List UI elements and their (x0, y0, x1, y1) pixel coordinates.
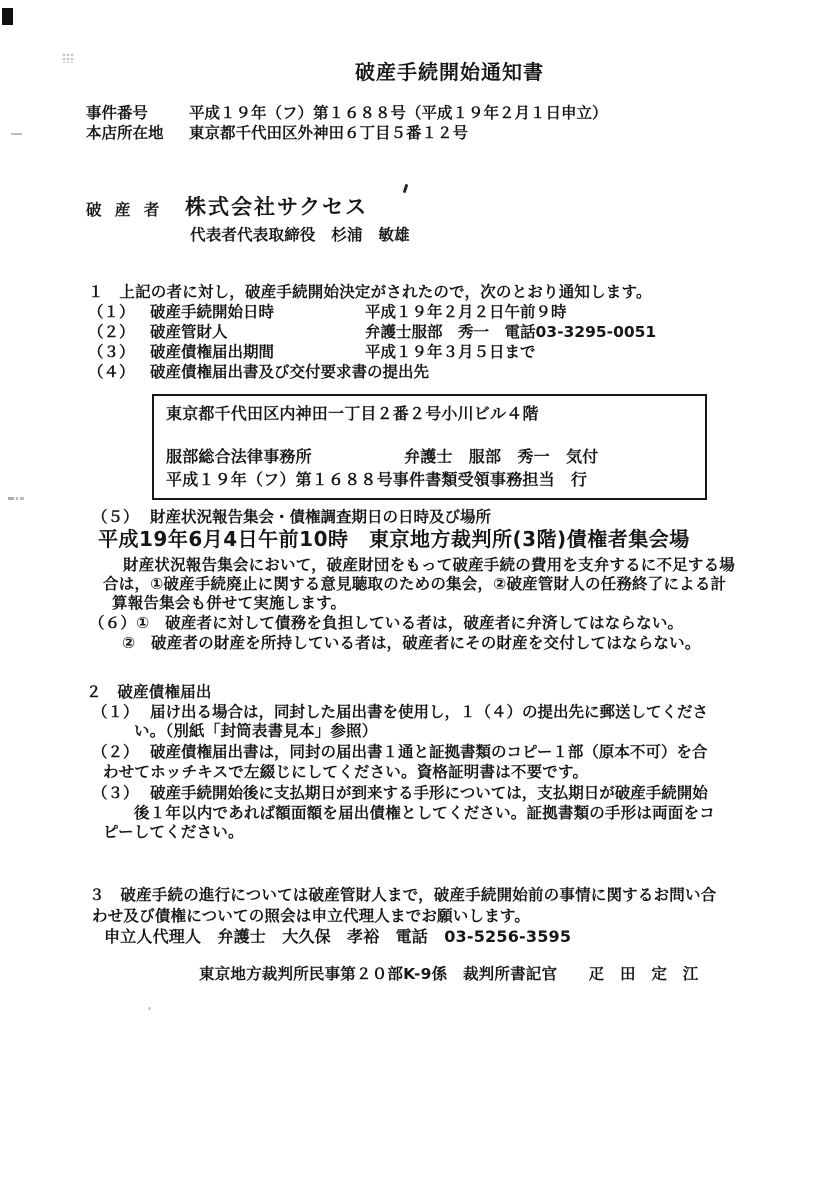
box-attention-line: 弁護士 服部 秀一 気付 (404, 447, 599, 466)
scan-artifact-corner-block (2, 8, 13, 25)
case-number-row (86, 105, 608, 123)
item6-line1: （６）① 破産者に対して債務を負担している者は，破産者に弁済してはならない。 (89, 614, 684, 632)
item-value: 弁護士服部 秀一 電話03-3295-0051 (365, 323, 657, 341)
scan-artifact-dash (11, 133, 22, 135)
section1-heading: １ 上記の者に対し，破産手続開始決定がされたので，次のとおり通知します。 (88, 283, 652, 301)
s2-item3-line3: ピーしてください。 (103, 823, 244, 841)
box-address-line: 東京都千代田区内神田一丁目２番２号小川ビル４階 (166, 404, 539, 423)
s2-item3-line2: 後１年以内であれば額面額を届出債権としてください。証拠書類の手形は両面をコ (134, 804, 715, 822)
item-label: 破産債権届出期間 (150, 343, 275, 361)
item6-line2: ② 破産者の財産を所持している者は，破産者にその財産を交付してはならない。 (122, 634, 701, 652)
scan-artifact-speck (62, 53, 74, 63)
box-office-name: 服部総合法律事務所 (166, 447, 312, 466)
s1-item4-row (88, 364, 429, 382)
case-number-value: 平成１９年（フ）第１６８８号（平成１９年２月１日申立） (189, 104, 608, 122)
item-number: （３） (92, 784, 139, 802)
item5-note-line1: 財産状況報告集会において，破産財団をもって破産手続の費用を支弁するに不足する場 (123, 556, 735, 574)
item-text: 破産債権届出書は，同封の届出書１通と証拠書類のコピー１部（原本不可）を合 (150, 743, 708, 761)
applicant-attorney-line: 申立人代理人 弁護士 大久保 孝裕 電話 03-5256-3595 (104, 927, 572, 946)
court-clerk-line: 東京地方裁判所民事第２０部K-9係 裁判所書記官 疋 田 定 江 (199, 965, 699, 983)
bankrupt-representative: 代表者代表取締役 杉浦 敏雄 (190, 226, 410, 244)
item-label: 破産手続開始日時 (150, 303, 275, 321)
item-text: 届け出る場合は，同封した届出書を使用し，１（４）の提出先に郵送してくださ (150, 703, 709, 721)
section3-line2: わせ及び債権についての照会は申立代理人までお願いします。 (92, 907, 531, 925)
item-label: 財産状況報告集会・債権調査期日の日時及び場所 (150, 508, 492, 526)
head-office-value: 東京都千代田区外神田６丁目５番１２号 (189, 124, 469, 142)
section3-line1: ３ 破産手続の進行については破産管財人まで，破産手続開始前の事情に関するお問い合 (89, 886, 717, 904)
item-number: （２） (92, 743, 139, 761)
s2-item1-line2: い。（別紙「封筒表書見本」参照） (134, 722, 378, 740)
head-office-row (86, 125, 468, 143)
meeting-datetime-place: 平成19年6月4日午前10時 東京地方裁判所(3階)債権者集会場 (98, 527, 690, 551)
item-value: 平成１９年２月２日午前９時 (365, 303, 567, 321)
item-number: （３） (88, 343, 135, 361)
s2-item1-line1 (92, 704, 708, 722)
item-number: （１） (88, 303, 135, 321)
item-value: 平成１９年３月５日まで (365, 343, 536, 361)
bankrupt-label: 破 産 者 (86, 201, 164, 219)
s1-item2-row (88, 324, 656, 342)
scan-artifact-tick (403, 184, 409, 193)
item5-note-line2: 合は，①破産手続廃止に関する意見聴取のための集会，②破産管財人の任務終了による計 (103, 575, 727, 593)
item-text: 破産手続開始後に支払期日が到来する手形については，支払期日が破産手続開始 (150, 784, 708, 802)
item5-note-line3: 算報告集会も併せて実施します。 (112, 594, 347, 612)
head-office-label: 本店所在地 (86, 124, 164, 142)
scan-artifact-dashes (8, 497, 24, 500)
item-number: （２） (88, 323, 135, 341)
item-number: （４） (88, 363, 135, 381)
s1-item5-row (92, 509, 491, 527)
case-number-label: 事件番号 (86, 104, 149, 122)
box-case-line: 平成１９年（フ）第１６８８号事件書類受領事務担当 行 (166, 470, 588, 489)
item-label: 破産債権届出書及び交付要求書の提出先 (150, 363, 430, 381)
s2-item3-line1 (92, 785, 708, 803)
section2-heading: ２ 破産債権届出 (86, 683, 212, 701)
item-number: （５） (92, 508, 139, 526)
s1-item3-row (88, 344, 536, 362)
item-label: 破産管財人 (150, 323, 228, 341)
item-number: （１） (92, 703, 139, 721)
bankrupt-company-name: 株式会社サクセス (185, 195, 369, 219)
submission-address-box (152, 394, 707, 500)
document-title: 破産手続開始通知書 (355, 60, 544, 84)
s2-item2-line2: わせてホッチキスで左綴じにしてください。資格証明書は不要です。 (103, 763, 589, 781)
s2-item2-line1 (92, 744, 707, 762)
scan-artifact-dot (148, 1007, 151, 1010)
s1-item1-row (88, 304, 567, 322)
